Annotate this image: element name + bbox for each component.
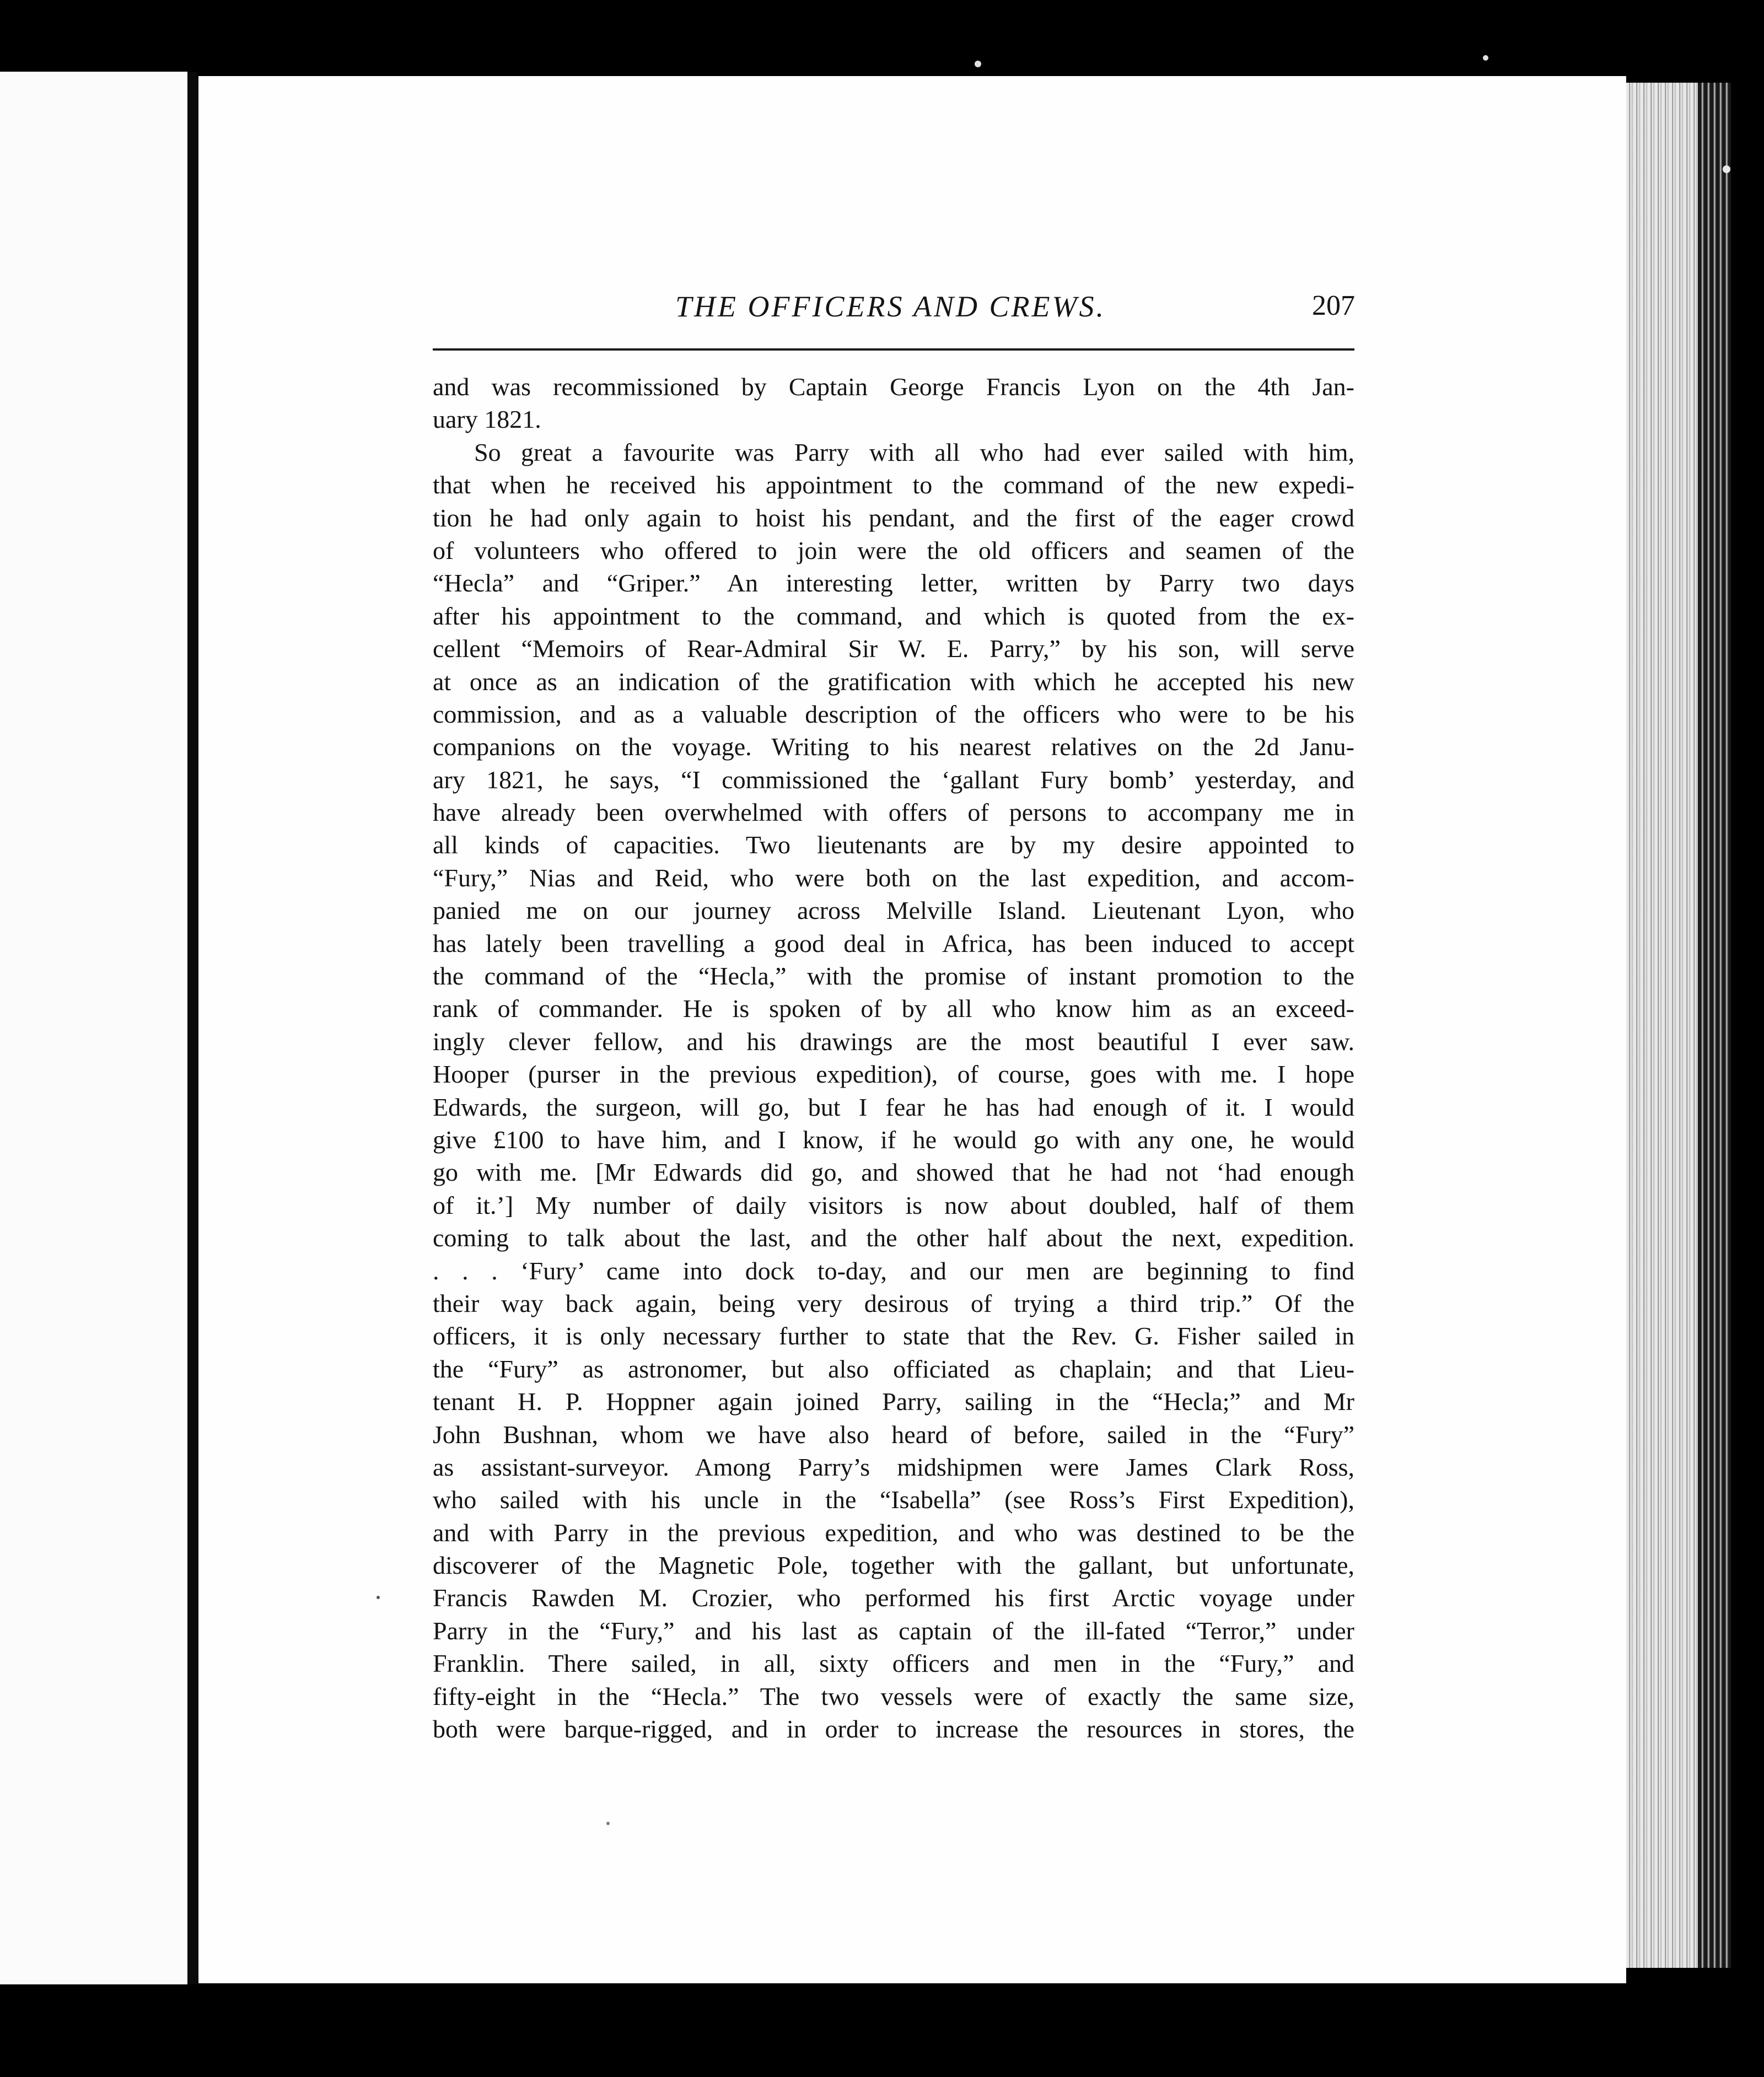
running-head: THE OFFICERS AND CREWS. xyxy=(675,290,1106,323)
text-line: of volunteers who offered to join were the old officers and seamen of the xyxy=(433,536,1354,564)
text-line: that when he received his appointment to the command of the new expedi- xyxy=(433,471,1354,499)
scan-speck xyxy=(1483,55,1488,61)
text-line: after his appointment to the command, and which is quoted from the ex- xyxy=(433,601,1354,630)
text-line: . . . ‘Fury’ came into dock to-day, and our men are beginning to find xyxy=(433,1256,1354,1285)
text-line: commission, and as a valuable description of the officers who were to be his xyxy=(433,699,1354,728)
text-line: “Hecla” and “Griper.” An interesting letter, written by Parry two days xyxy=(433,569,1354,598)
text-line: and was recommissioned by Captain George Francis Lyon on the 4th Jan- xyxy=(433,373,1354,401)
text-line: ingly clever fellow, and his drawings are the most beautiful I ever saw. xyxy=(433,1027,1354,1056)
text-line: “Fury,” Nias and Reid, who were both on the last expedition, and accom- xyxy=(433,863,1354,892)
text-line: John Bushnan, whom we have also heard of before, sailed in the “Fury” xyxy=(433,1420,1354,1449)
text-line: both were barque-rigged, and in order to increase the resources in stores, the xyxy=(433,1715,1354,1744)
text-line: tion he had only again to hoist his pendant, and the first of the eager crowd xyxy=(433,503,1354,532)
text-line: all kinds of capacities. Two lieutenants are by my desire appointed to xyxy=(433,831,1354,859)
text-line: the “Fury” as astronomer, but also officiated as chaplain; and that Lieu- xyxy=(433,1354,1354,1383)
text-line: panied me on our journey across Melville Island. Lieutenant Lyon, who xyxy=(433,896,1354,925)
text-line: their way back again, being very desirous of trying a third trip.” Of the xyxy=(433,1289,1354,1317)
book-gutter xyxy=(187,72,197,1984)
text-line: of it.’] My number of daily visitors is now about doubled, half of them xyxy=(433,1191,1354,1219)
text-line: have already been overwhelmed with offers of persons to accompany me in xyxy=(433,798,1354,827)
text-line: tenant H. P. Hoppner again joined Parry, sailing in the “Hecla;” and Mr xyxy=(433,1387,1354,1416)
page-number: 207 xyxy=(1312,290,1355,321)
text-line: ary 1821, he says, “I commissioned the ‘gallant Fury bomb’ yesterday, and xyxy=(433,765,1354,794)
scan-speck xyxy=(975,61,981,67)
text-line: cellent “Memoirs of Rear-Admiral Sir W. E. Parry,” by his son, will serve xyxy=(433,634,1354,663)
text-line: Franklin. There sailed, in all, sixty officers and men in the “Fury,” and xyxy=(433,1649,1354,1678)
text-line: fifty-eight in the “Hecla.” The two vessels were of exactly the same size, xyxy=(433,1682,1354,1710)
text-line: who sailed with his uncle in the “Isabella” (see Ross’s First Expedition), xyxy=(433,1486,1354,1514)
header-rule xyxy=(433,348,1354,351)
text-line: officers, it is only necessary further to state that the Rev. G. Fisher sailed in xyxy=(433,1322,1354,1350)
text-line: at once as an indication of the gratification with which he accepted his new xyxy=(433,667,1354,696)
text-line: go with me. [Mr Edwards did go, and showed that he had not ‘had enough xyxy=(433,1158,1354,1187)
body-text xyxy=(433,370,1354,1745)
text-line: companions on the voyage. Writing to his nearest relatives on the 2d Janu- xyxy=(433,733,1354,761)
text-line: coming to talk about the last, and the other half about the next, expedition. xyxy=(433,1224,1354,1252)
text-line: Francis Rawden M. Crozier, who performed his first Arctic voyage under xyxy=(433,1584,1354,1612)
scan-speck xyxy=(1723,165,1730,173)
text-line: discoverer of the Magnetic Pole, together with the gallant, but unfortunate, xyxy=(433,1551,1354,1580)
text-line: Edwards, the surgeon, will go, but I fear he has had enough of it. I would xyxy=(433,1093,1354,1121)
text-line: the command of the “Hecla,” with the promise of instant promotion to the xyxy=(433,962,1354,991)
text-line: rank of commander. He is spoken of by all who know him as an exceed- xyxy=(433,994,1354,1023)
scan-speck xyxy=(377,1596,380,1599)
text-line: uary 1821. xyxy=(433,405,541,434)
left-page-edge xyxy=(0,72,187,1984)
text-line: and with Parry in the previous expedition, and who was destined to be the xyxy=(433,1518,1354,1547)
text-line: give £100 to have him, and I know, if he would go with any one, he would xyxy=(433,1125,1354,1154)
text-line: as assistant-surveyor. Among Parry’s midshipmen were James Clark Ross, xyxy=(433,1452,1354,1481)
scan-speck xyxy=(606,1822,610,1825)
text-line: Hooper (purser in the previous expedition), of course, goes with me. I hope xyxy=(433,1060,1354,1089)
text-line: has lately been travelling a good deal in Africa, has been induced to accept xyxy=(433,929,1354,957)
page-stack-shadow xyxy=(1698,83,1731,1968)
text-line: So great a favourite was Parry with all who had ever sailed with him, xyxy=(474,438,1354,466)
text-line: Parry in the “Fury,” and his last as captain of the ill-fated “Terror,” under xyxy=(433,1616,1354,1645)
